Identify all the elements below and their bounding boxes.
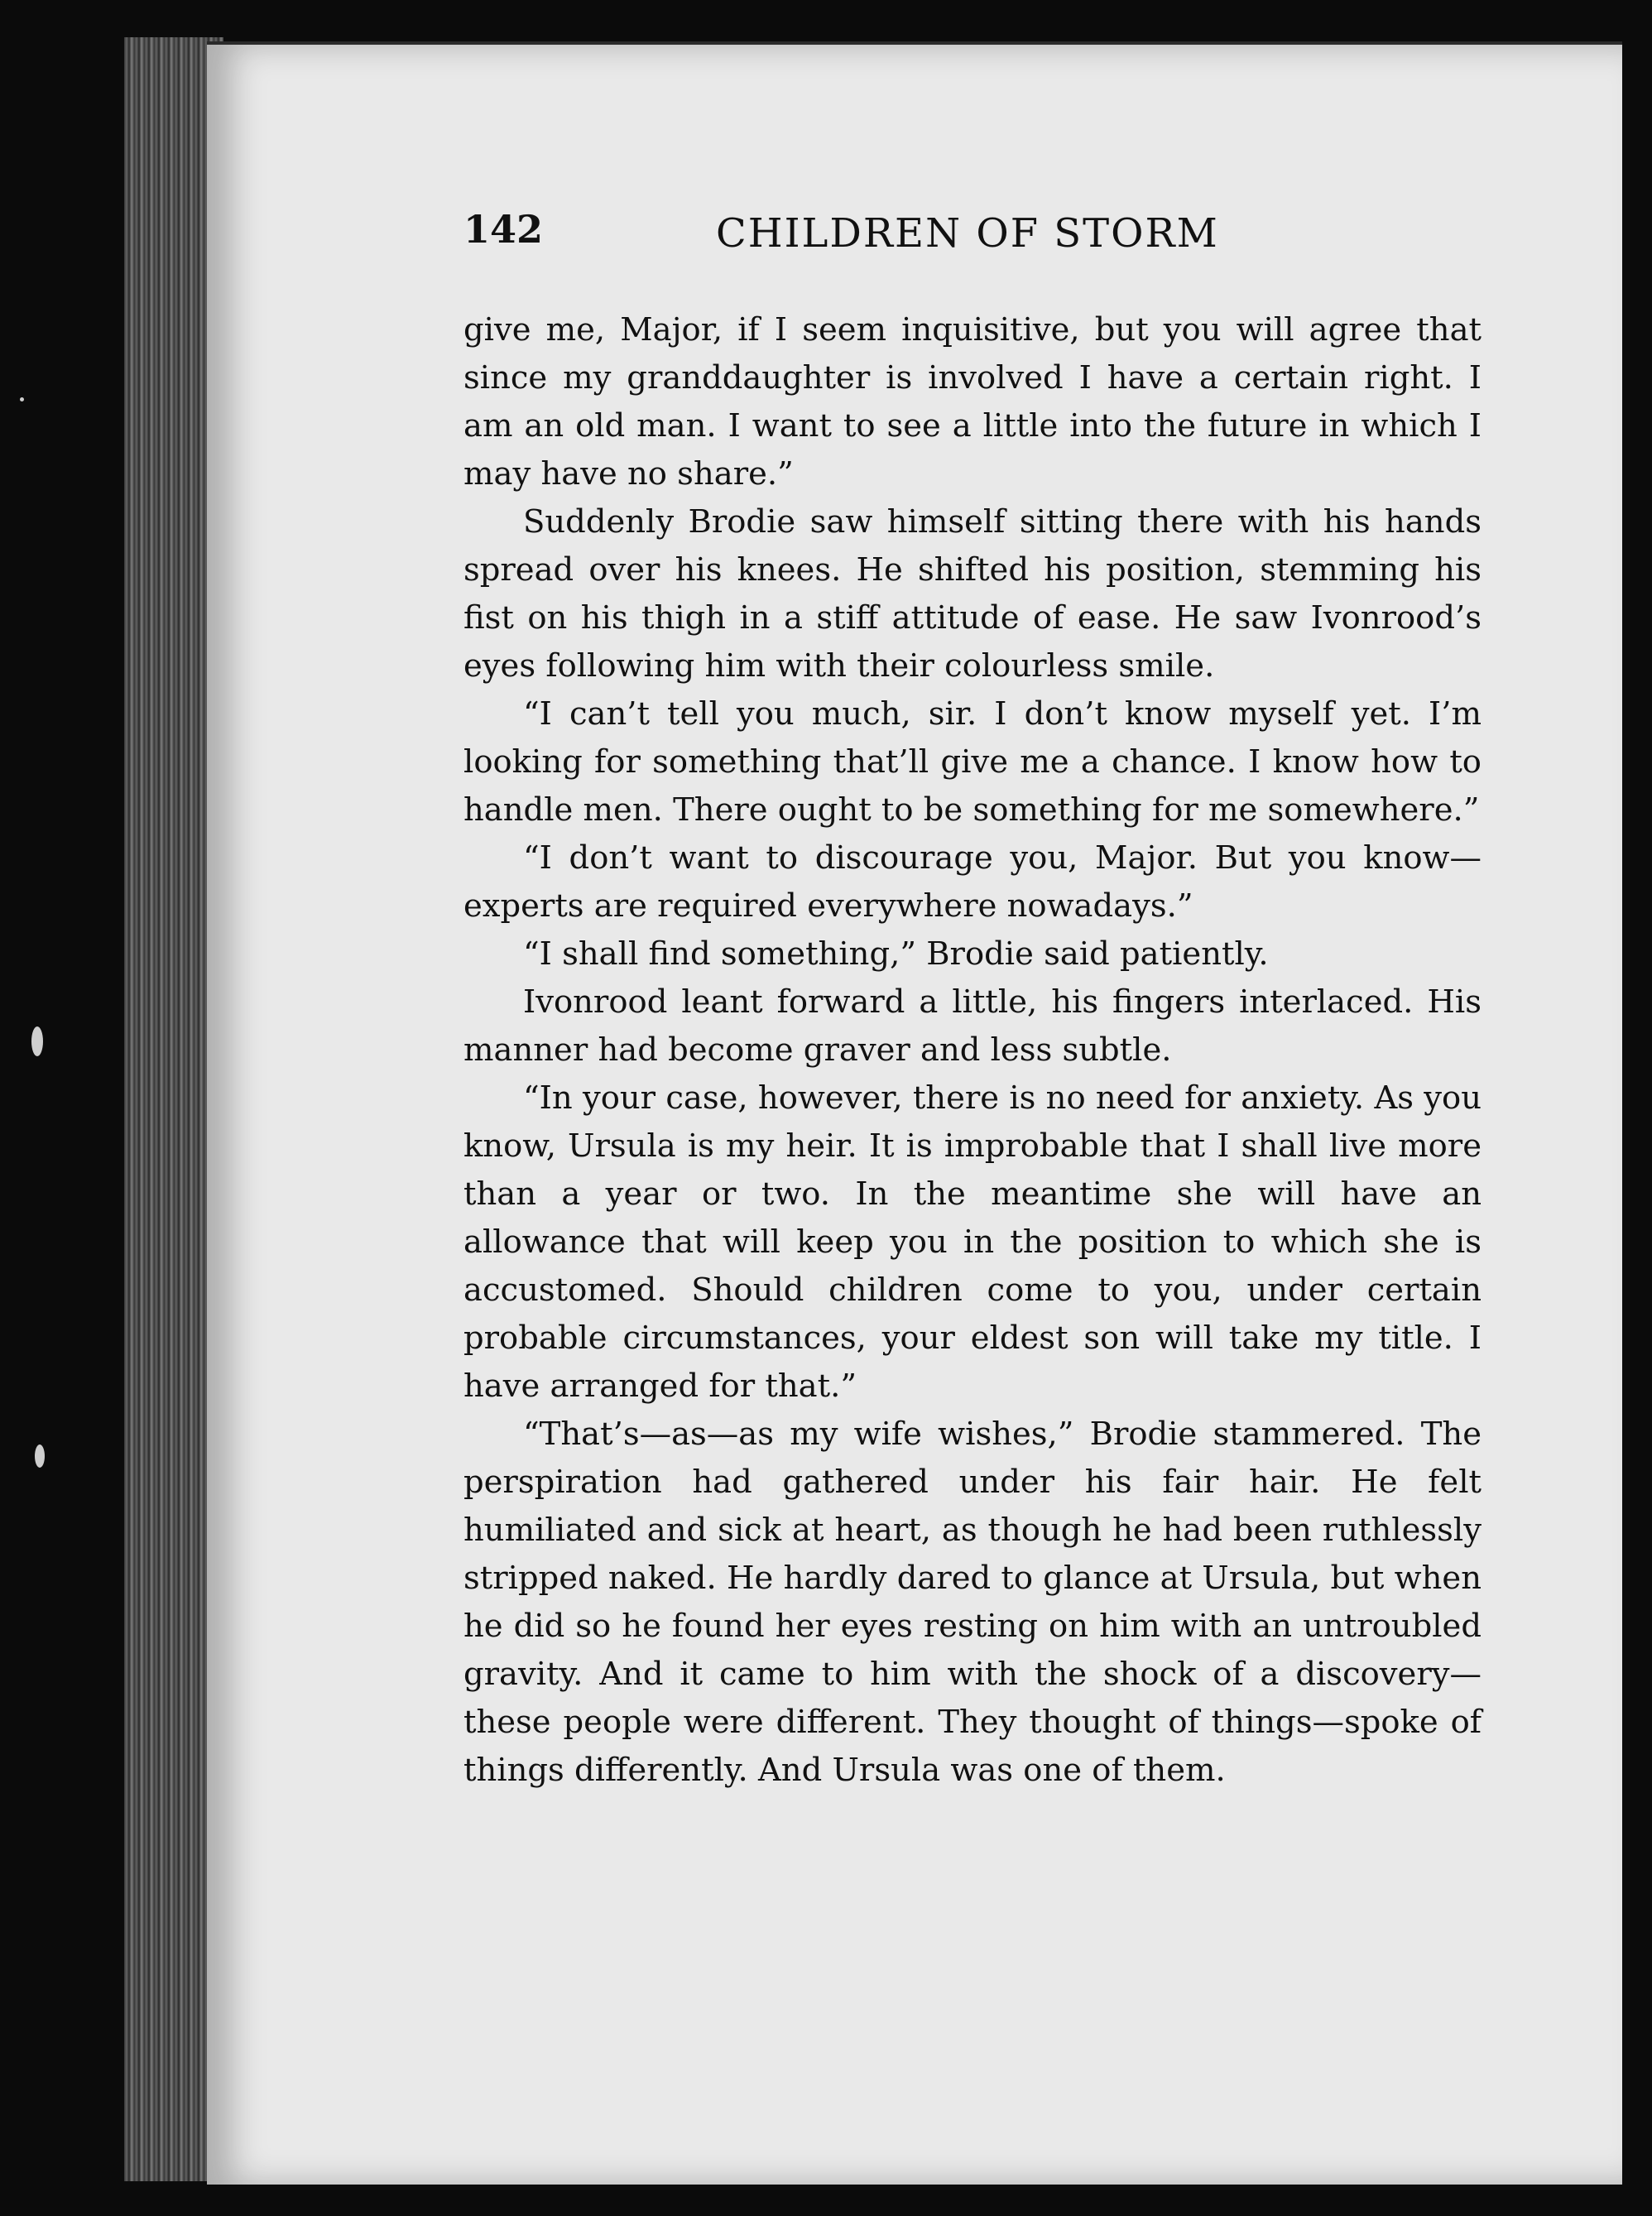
- book-title: CHILDREN OF STORM: [716, 210, 1219, 257]
- paragraph: Ivonrood leant forward a little, his fingers interlaced. His manner had become graver and less subtle.: [463, 983, 1482, 1069]
- scan-speck: [31, 1026, 43, 1056]
- running-head: [463, 207, 1241, 265]
- paragraph: “I can’t tell you much, sir. I don’t know myself yet. I’m looking for something that’ll give me a chance. I know how to handle men. There ought to be something for me somewhere.”: [463, 695, 1482, 829]
- scan-speck: [20, 397, 24, 401]
- paragraph: give me, Major, if I seem inquisitive, but you will agree that since my granddaughter is involved I have a certain right. I am an old man. I want to see a little into the future in which I may have no share.”: [463, 311, 1482, 493]
- paragraph: “I don’t want to discourage you, Major. But you know—experts are required everywhere nowadays.”: [463, 839, 1482, 925]
- paragraph: “I shall find something,” Brodie said patiently.: [523, 935, 1269, 973]
- paragraph: Suddenly Brodie saw himself sitting there with his hands spread over his knees. He shifted his position, stemming his fist on his thigh in a stiff attitude of ease. He saw Ivonrood’s eyes following him with their colourless smile.: [463, 503, 1482, 685]
- paragraph: “In your case, however, there is no need for anxiety. As you know, Ursula is my heir. It is improbable that I shall live more than a year or two. In the meantime she will have an allowance that will keep you in the position to which she is accustomed. Should children come to you, under certain probable circumstances, your eldest son will take my title. I have arranged for that.”: [463, 1079, 1482, 1405]
- body-text: [463, 306, 1482, 1795]
- paragraph: “That’s—as—as my wife wishes,” Brodie stammered. The perspiration had gathered under his fair hair. He felt humiliated and sick at heart, as though he had been ruthlessly stripped naked. He hardly dared to glance at Ursula, but when he did so he found her eyes resting on him with an untroubled gravity. And it came to him with the shock of a discovery—these people were different. They thought of things—spoke of things differently. And Ursula was one of them.: [463, 1416, 1482, 1789]
- page-number: 142: [463, 207, 544, 252]
- scan-speck: [35, 1444, 45, 1468]
